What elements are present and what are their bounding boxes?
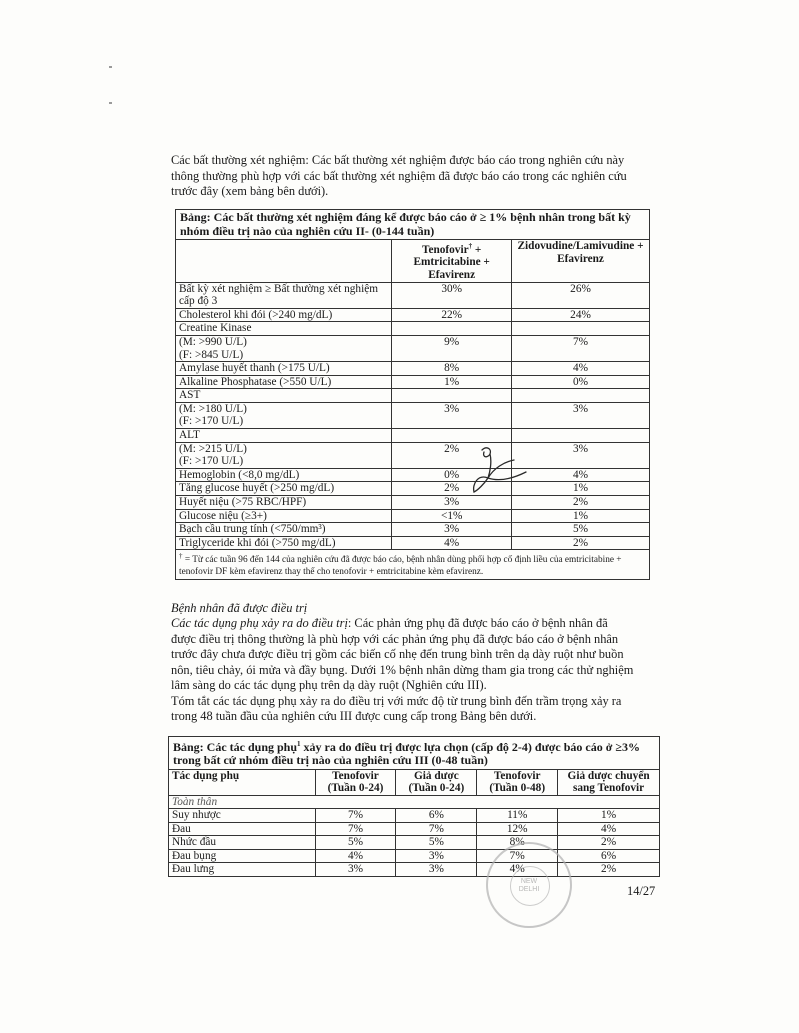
value-cell: 6% (396, 809, 477, 823)
zidovudine-value: 4% (512, 362, 650, 376)
table-row (176, 335, 650, 361)
intro-line: thông thường phù hợp với các bất thường xét nghiệm đã được báo cáo trong các nghiên cứu (171, 168, 627, 183)
intro-line: trước đây (xem bảng bên dưới). (171, 184, 329, 198)
value-cell: 4% (558, 822, 660, 836)
tenofovir-value: 3% (392, 496, 512, 510)
table1-header-blank (176, 240, 392, 283)
tenofovir-value: 1% (392, 375, 512, 389)
tenofovir-value: 2% (392, 442, 512, 468)
table-row (176, 496, 650, 510)
value-cell: 5% (396, 836, 477, 850)
table-row (169, 849, 660, 863)
value-cell: 7% (477, 849, 558, 863)
zidovudine-value: 2% (512, 496, 650, 510)
row-label: Huyết niệu (>75 RBC/HPF) (176, 496, 392, 510)
tenofovir-value: 0% (392, 468, 512, 482)
table-row (176, 375, 650, 389)
tenofovir-value (392, 389, 512, 403)
value-cell: 2% (558, 836, 660, 850)
table-row (176, 442, 650, 468)
zidovudine-value: 5% (512, 523, 650, 537)
row-label: Glucose niệu (≥3+) (176, 509, 392, 523)
value-cell: 8% (477, 836, 558, 850)
intro-paragraph (171, 153, 661, 200)
scan-speck (109, 66, 112, 68)
lab-abnormalities-table (175, 209, 650, 580)
tenofovir-value: 3% (392, 523, 512, 537)
official-stamp (486, 842, 572, 928)
zidovudine-value: 26% (512, 282, 650, 308)
value-cell: 3% (396, 849, 477, 863)
table1-body (176, 282, 650, 550)
tenofovir-value: 9% (392, 335, 512, 361)
intro-line: Các bất thường xét nghiệm: Các bất thường xét nghiệm được báo cáo trong nghiên cứu này (171, 153, 625, 167)
tenofovir-value: 2% (392, 482, 512, 496)
table1-footnote: † = Từ các tuần 96 đến 144 của nghiên cứu đã được báo cáo, bệnh nhân dùng phối hợp cố định liều của emtricitabine + tenofovir DF kèm efavirenz thay thế cho tenofovir + emtricitabine kèm efavirenz. (176, 550, 650, 579)
row-label: Bạch cầu trung tính (<750/mm³) (176, 523, 392, 537)
handwritten-initials (470, 444, 530, 496)
table-row (176, 389, 650, 403)
paragraph-line: nôn, tiêu chảy, ói mửa và đầy bụng. Dưới 1% bệnh nhân dừng tham gia trong các thử nghiệm (171, 662, 634, 677)
row-label: (M: >180 U/L) (F: >170 U/L) (176, 402, 392, 428)
page-number: 14/27 (627, 884, 656, 898)
value-cell: 5% (315, 836, 396, 850)
tenofovir-value: 3% (392, 402, 512, 428)
zidovudine-value: 3% (512, 442, 650, 468)
table-row (169, 809, 660, 823)
row-label: Cholesterol khi đói (>240 mg/dL) (176, 308, 392, 322)
table-row (176, 429, 650, 443)
table1-caption: Bảng: Các bất thường xét nghiệm đáng kể được báo cáo ở ≥ 1% bệnh nhân trong bất kỳ nhóm điều trị nào của nghiên cứu II- (0-144 tuần) (176, 210, 650, 240)
paragraph-lead: : Các phản ứng phụ đã được báo cáo ở bệnh nhân đã (347, 616, 608, 630)
table-row (176, 482, 650, 496)
row-label: (M: >990 U/L) (F: >845 U/L) (176, 335, 392, 361)
tenofovir-value: 22% (392, 308, 512, 322)
zidovudine-value: 3% (512, 402, 650, 428)
zidovudine-value: 2% (512, 536, 650, 550)
section-title: Bệnh nhân đã được điều trị (171, 601, 308, 615)
zidovudine-value (512, 389, 650, 403)
table-row (176, 322, 650, 336)
tenofovir-value: <1% (392, 509, 512, 523)
table-row (176, 308, 650, 322)
zidovudine-value: 4% (512, 468, 650, 482)
scan-speck (109, 102, 112, 104)
row-label: Alkaline Phosphatase (>550 U/L) (176, 375, 392, 389)
value-cell: 7% (315, 822, 396, 836)
table1-header-zidovudine: Zidovudine/Lamivudine + Efavirenz (512, 240, 650, 283)
row-label: Triglyceride khi đói (>750 mg/dL) (176, 536, 392, 550)
adverse-effects-table (168, 736, 660, 877)
table-row (176, 402, 650, 428)
table2-header-cell: Giả dược chuyển sang Tenofovir (558, 769, 660, 795)
value-cell: 2% (558, 863, 660, 877)
row-label: AST (176, 389, 392, 403)
zidovudine-value: 1% (512, 509, 650, 523)
zidovudine-value: 1% (512, 482, 650, 496)
table-row (169, 836, 660, 850)
effect-name: Đau bụng (169, 849, 316, 863)
table2-group-label: Toàn thân (169, 795, 660, 809)
zidovudine-value: 24% (512, 308, 650, 322)
value-cell: 1% (558, 809, 660, 823)
value-cell: 4% (315, 849, 396, 863)
table-row (176, 362, 650, 376)
value-cell: 3% (315, 863, 396, 877)
table-row (176, 282, 650, 308)
paragraph-line: Tóm tắt các tác dụng phụ xảy ra do điều trị với mức độ từ trung bình đến trầm trọng xảy ra (171, 693, 622, 708)
treated-patients-paragraph (171, 616, 661, 725)
table1-header-tenofovir: Tenofovir† + Emtricitabine + Efavirenz (392, 240, 512, 283)
table-row (169, 822, 660, 836)
table-row (176, 468, 650, 482)
table-row (176, 523, 650, 537)
row-label: Creatine Kinase (176, 322, 392, 336)
table-row (169, 863, 660, 877)
value-cell: 7% (396, 822, 477, 836)
paragraph-line: lâm sàng do các tác dụng phụ trên dạ dày ruột (Nghiên cứu III). (171, 678, 487, 692)
tenofovir-value: 30% (392, 282, 512, 308)
row-label: Hemoglobin (<8,0 mg/dL) (176, 468, 392, 482)
value-cell: 4% (477, 863, 558, 877)
tenofovir-value (392, 322, 512, 336)
table2-header-row (169, 769, 660, 795)
zidovudine-value: 7% (512, 335, 650, 361)
zidovudine-value (512, 429, 650, 443)
table2-header-cell: Tác dụng phụ (169, 769, 316, 795)
row-label: Amylase huyết thanh (>175 U/L) (176, 362, 392, 376)
table2-header-cell: Giả dược (Tuần 0-24) (396, 769, 477, 795)
zidovudine-value: 0% (512, 375, 650, 389)
stamp-text: NEW DELHI (518, 878, 540, 893)
row-label: ALT (176, 429, 392, 443)
value-cell: 11% (477, 809, 558, 823)
table2-header-cell: Tenofovir (Tuần 0-48) (477, 769, 558, 795)
table2-header-cell: Tenofovir (Tuần 0-24) (315, 769, 396, 795)
table2-body (169, 809, 660, 877)
value-cell: 12% (477, 822, 558, 836)
table-row (176, 536, 650, 550)
effect-name: Nhức đầu (169, 836, 316, 850)
value-cell: 6% (558, 849, 660, 863)
paragraph-line: trước đây chưa được điều trị gồm các biến cố nhẹ đến trung bình trên dạ dày ruột như buồn (171, 647, 624, 661)
tenofovir-value: 8% (392, 362, 512, 376)
paragraph-line: trong 48 tuần đầu của nghiên cứu III được cung cấp trong Bảng bên dưới. (171, 709, 537, 723)
tenofovir-value: 4% (392, 536, 512, 550)
value-cell: 7% (315, 809, 396, 823)
paragraph-line: được điều trị thông thường là phù hợp với các phản ứng phụ đã được báo cáo ở bệnh nhân (171, 631, 619, 646)
row-label: (M: >215 U/L) (F: >170 U/L) (176, 442, 392, 468)
row-label: Tăng glucose huyết (>250 mg/dL) (176, 482, 392, 496)
table2-caption: Bảng: Các tác dụng phụ$^1$ xảy ra do điều trị được lựa chọn (cấp độ 2-4) được báo cáo ở ≥3% trong bất cứ nhóm điều trị nào của nghiên cứu III (0-48 tuần) (169, 737, 660, 770)
effect-name: Đau (169, 822, 316, 836)
table-row (176, 509, 650, 523)
row-label: Bất kỳ xét nghiệm ≥ Bất thường xét nghiệm cấp độ 3 (176, 282, 392, 308)
effect-name: Đau lưng (169, 863, 316, 877)
paragraph-lead-italic: Các tác dụng phụ xảy ra do điều trị (171, 616, 348, 630)
zidovudine-value (512, 322, 650, 336)
effect-name: Suy nhược (169, 809, 316, 823)
tenofovir-value (392, 429, 512, 443)
value-cell: 3% (396, 863, 477, 877)
